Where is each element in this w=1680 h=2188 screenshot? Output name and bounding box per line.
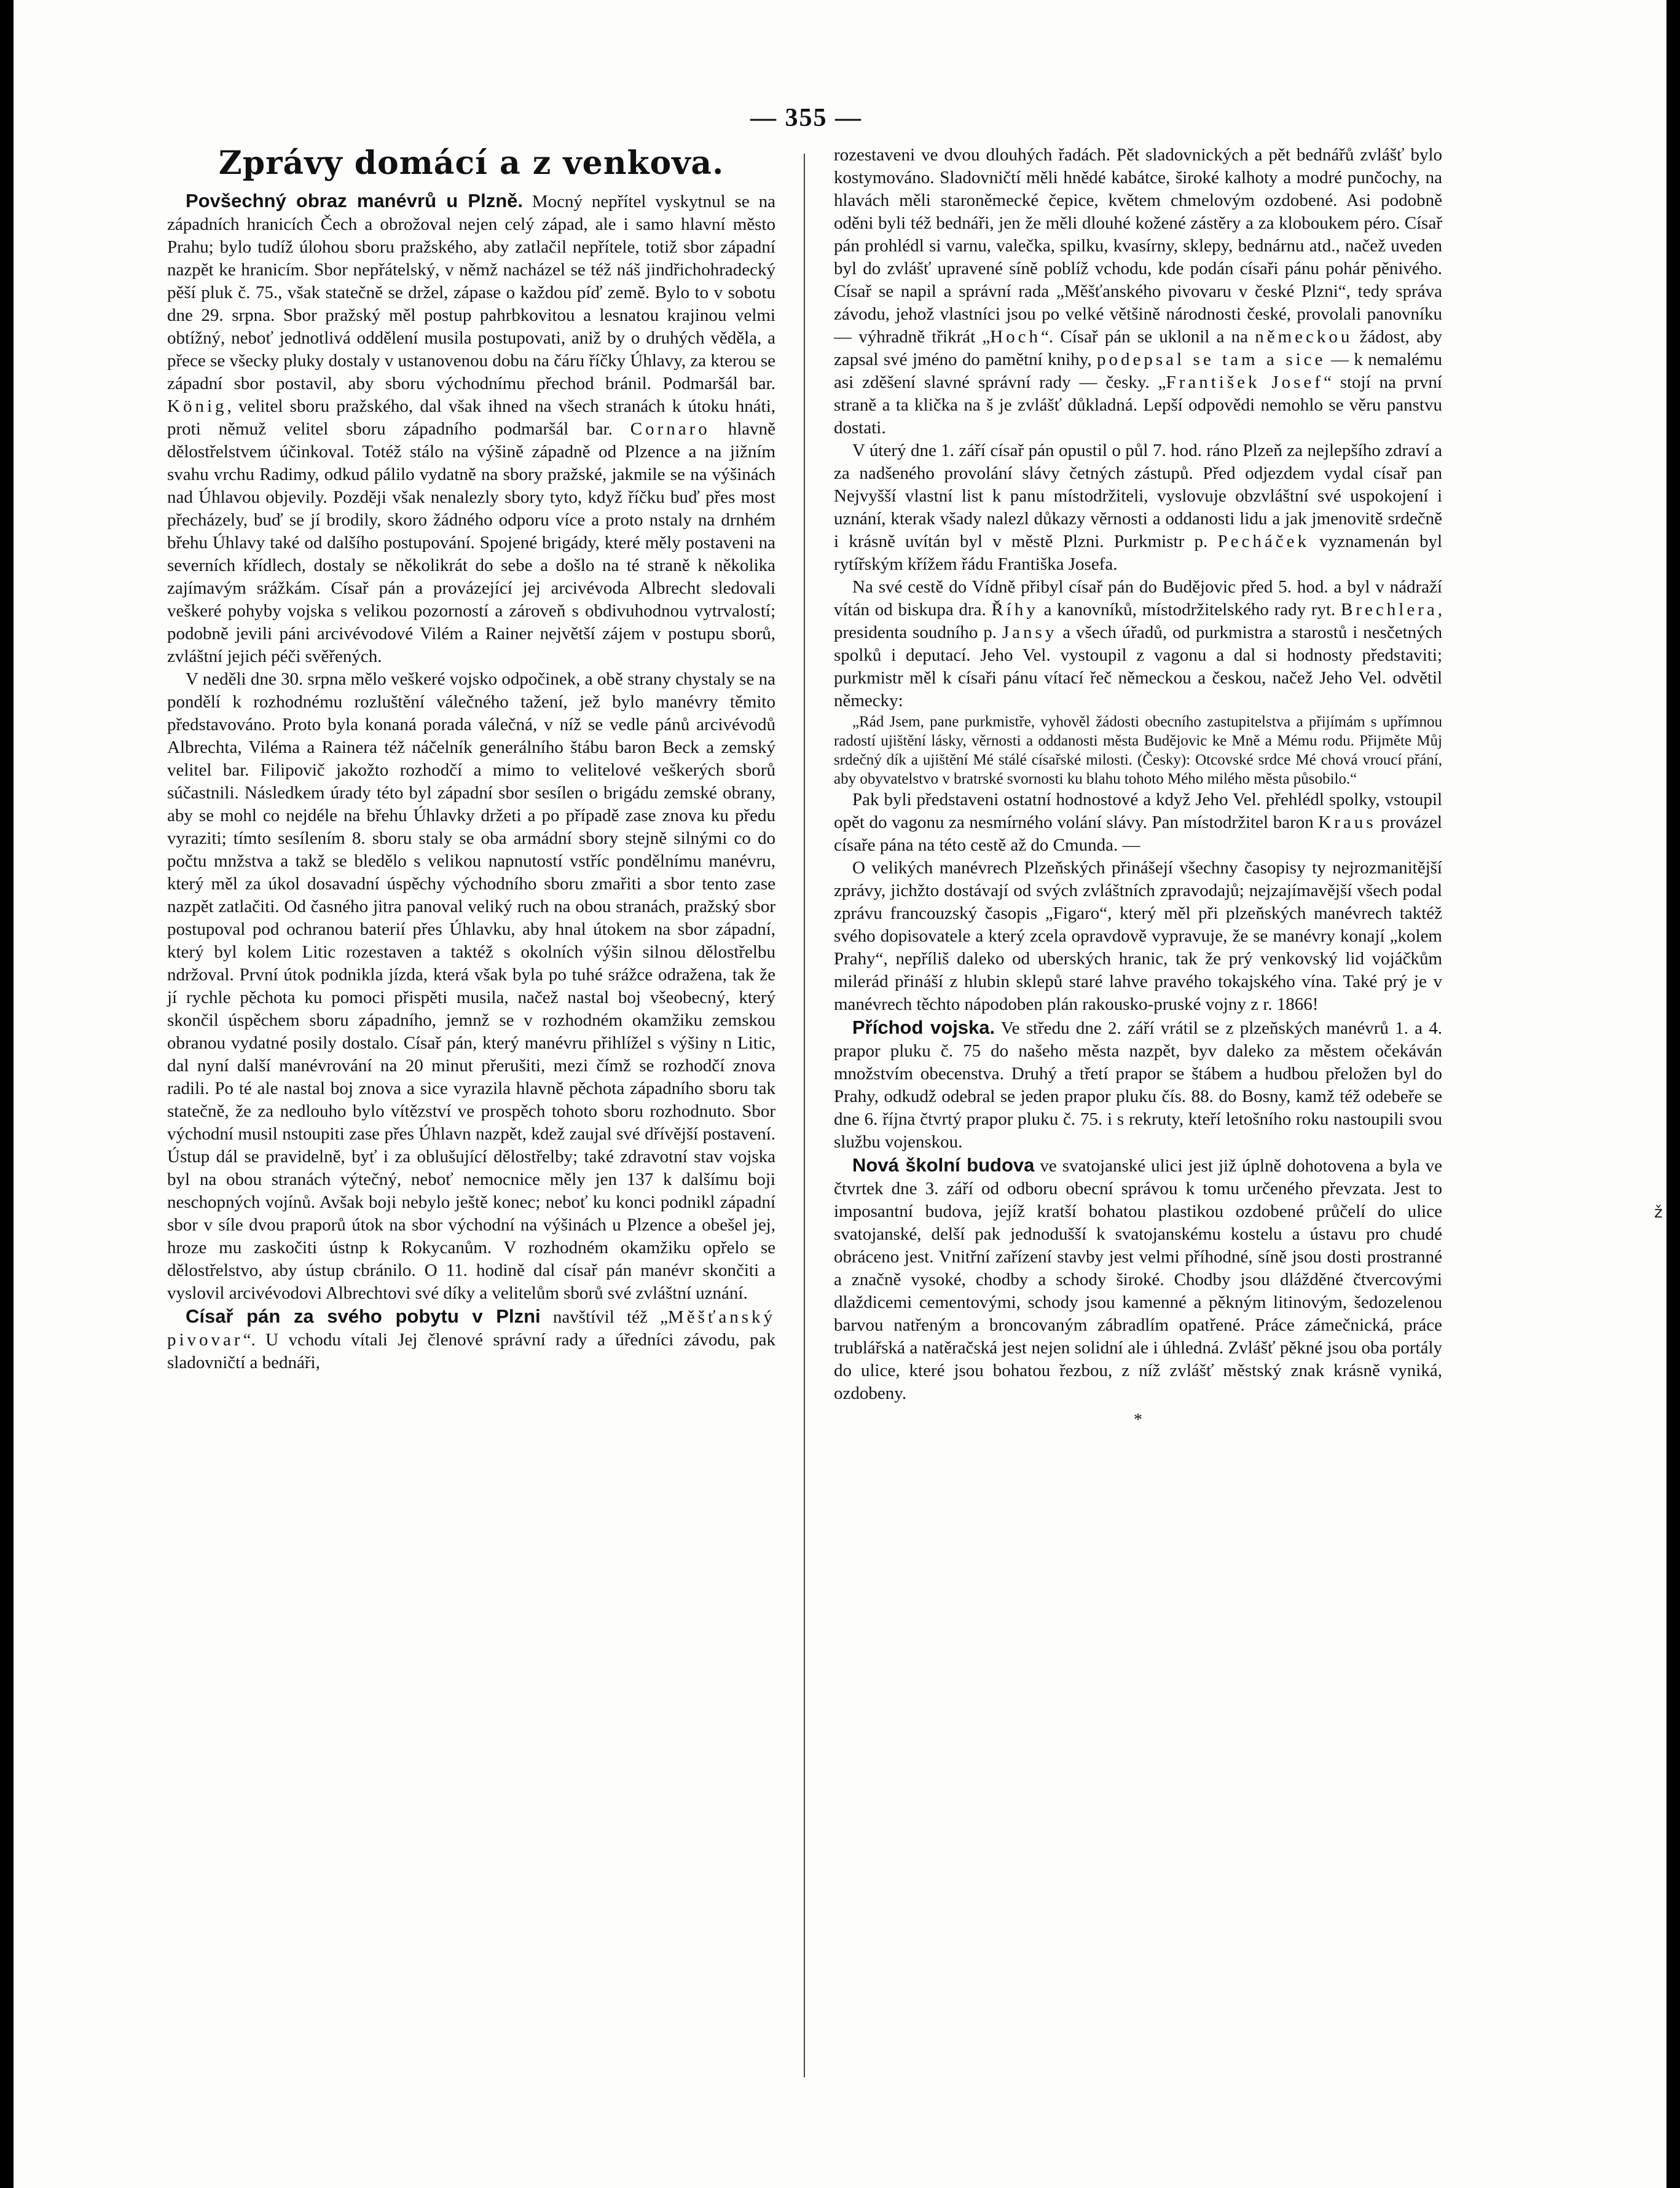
section-title: Zprávy domácí a z venkova. bbox=[218, 144, 724, 182]
right-column bbox=[834, 144, 1442, 1431]
article-budejovice-cont: Pak byli představeni ostatní hodnostové a když Jeho Vel. přehlédl spolky, vstoupil opět do vagonu za nesmírného volání slávy. Pan místodržitel baron Kraus provázel císaře pána na této cestě až do Cmunda. — bbox=[834, 790, 1442, 855]
headline-pivovar: Císař pán za svého pobytu v Plzni bbox=[186, 1305, 541, 1327]
article-budejovice: Na své cestě do Vídně přibyl císař pán do Budějovic před 5. hod. a byl v nádraží vítán od biskupa dra. Říhy a kanovníků, místodržitelského rady ryt. Brechlera, presidenta soudního p. Jansy a všech úřadů, od purkmistra a starostů i nesčetných spolků i deputací. Jeho Vel. vystoupil z vagonu a dal si hodnosty představiti; purkmistr měl k císaři pánu vítací řeč německou a českou, načež Jeho Vel. odvětil německy: bbox=[834, 577, 1443, 710]
article-pivovar: Císař pán za svého pobytu v Plzni navštívil též „Měšťanský pivovar“. U vchodu vítali Jej členové správní rady a úředníci závodu, pak sladovničtí a bednáři, bbox=[167, 1305, 775, 1372]
newspaper-page bbox=[14, 0, 1666, 2188]
article-pivovar-cont: rozestaveni ve dvou dlouhých řadách. Pět sladovnických a pět bednářů zvlášť bylo kostymováno. Sladovničtí měli hnědé kabátce, široké kalhoty a modré punčochy, na hlavách měli staroněmecké čepice, květem chmelovým ozdobené. Asi podobně oděni byli též bednáři, jen že měli dlouhé kožené zástěry a za kloboukem péro. Císař pán prohlédl si varnu, valečka, spilku, kvasírny, sklepy, bednárnu atd., načež uveden byl do zvlášť upravené síně poblíž vchodu, kde podán císaři pánu pohár pěnivého. Císař se napil a správní rada „Měšťanského pivovaru v české Plzni“, tedy správa závodu, jehož vlastníci jsou po velké většině národnosti české, provolali panovníku — výhradně třikrát „Hoch“. Císař pán se uklonil a na německou žádost, aby zapsal své jméno do pamětní knihy, podepsal se tam a sice — k nemalému asi zděšení slavné správní rady — česky. „František Josef“ stojí na první straně a ta klička na š je zvlášť důkladná. Lepší odpovědi nemohlo se věru panstvu dostati. bbox=[834, 145, 1442, 438]
emperor-quote: „Rád Jsem, pane purkmistře, vyhověl žádosti obecního zastupitelstva a přijímám s upřímnou radostí ujištění lásky, věrnosti a oddanosti města Budějovic ke Mně a Mému rodu. Přijměte Můj srdečný dík a ujištění Mé stálé císařské milosti. (Česky): Otcovské srdce Mé chová vroucí přání, aby obyvatelstvo v bratrské svornosti ku blahu tohoto Mého milého města působilo.“ bbox=[834, 714, 1442, 787]
left-column bbox=[167, 144, 775, 1374]
column-divider bbox=[804, 154, 805, 2077]
article-departure: V úterý dne 1. září císař pán opustil o půl 7. hod. ráno Plzeň za nejlepšího zdraví a za nadšeného provolání slávy četných zástupů. Před odjezdem vydal císař pan Nejvyšší vlastní list k panu místodržiteli, vyslovuje obzvláštní své uspokojení i uznání, kterak všady nalezl důkazy věrnosti a oddanosti lidu a jak jmenovitě srdečně i krásně uvítán byl v městě Plzni. Purkmistr p. Pecháček vyznamenán byl rytířským křížem řádu Františka Josefa. bbox=[834, 441, 1442, 574]
article-skola: Nová školní budova ve svatojanské ulici jest již úplně dohotovena a byla ve čtvrtek dne 3. září od odboru obecní správou k tomu určeného převzata. Jest to imposantní budova, jejíž kratší bohatou plastikou ozdobené průčelí do ulice svatojanské, delší pak jednodušší k svatojanskému kostelu a ústavu pro chudé obráceno jest. Vnitřní zařízení stavby jest velmi příhodné, síně jsou dosti prostranné a značně vysoké, chodby a schody široké. Chodby jsou dlážděné čtvercovými dlaždicemi cementovými, schody jsou kamenné a pěkným litinovým, šedozelenou barvou natřeným a broncovaným zábradlím opatřené. Práce zámečnická, práce trublářská a natěračská jest nejen solidní ale i úhledná. Zvlášť pěkné jsou oba portály do ulice, které jsou bohatou řezbou, z níž zvlášť městský znak krásně vyniká, ozdobeny. bbox=[834, 1154, 1442, 1403]
end-asterisk: * bbox=[1134, 1411, 1142, 1430]
article-manevry-sunday: V neděli dne 30. srpna mělo veškeré vojsko odpočinek, a obě strany chystaly se na pondělí k rozhodnému rozluštění válečného tažení, jež bylo manévry těmito představováno. Proto byla konaná porada válečná, v níž se vedle pánů arcivévodů Albrechta, Viléma a Rainera též náčelník generálního štábu baron Beck a zemský velitel bar. Filipovič jakožto rozhodčí a mimo to velitelové veškerých sborů súčastnili. Následkem úrady této byl západní sbor sesílen o brigádu zemské obrany, aby se mohl co nejdéle na břehu Úhlavky držeti a po případě zase znova ku předu vyraziti; tímto sesílením 8. sboru staly se oba armádní sbory stejně silnými co do počtu mnžstva a takž se bledělo s velikou napnutostí vstříc pondělnímu manévru, který měl za úkol dosavadní úspěchy východního sboru zmařiti a sbor tento zase nazpět zatlačiti. Od časného jitra panoval veliký ruch na obou stranách, pražský sbor postupoval pod ochranou baterií přes Úhlavku, aby hnal útokem na sbor západní, který byl kolem Litic rozestaven a taktéž s okolních výšin silnou dělostřelbu ndržoval. První útok podnikla jízda, která však byla po tuhé srážce odražena, tak že jí rychle pěchota ku pomoci přispěti musila, načež nastal boj všeobecný, který skončil úspěchem sboru západního, jemnž se v rozhodném okamžiku zemskou obranou vydatné posily dostalo. Císař pán, který manévru přihlížel s výšiny n Litic, dal nyní další manévrování na 20 minut přerušiti, mezi čímž se rozhodčí znova radili. Po té ale nastal boj znova a sice vyrazila hlavně pěchota západního sboru tak statečně, že za nedlouho bylo vítězství ve prospěch tohoto sboru rozhodnuto. Sbor východní musil nstoupiti zase přes Úhlavn nazpět, kdež zaujal své dřívější postavení. Ústup dál se pravidelně, byť i za oblušující dělostřelby; také zdravotní stav vojska byl na obou stranách výtečný, neboť nemocnice měly jen 137 k dalšímu boji neschopných vojínů. Avšak boji nebylo ještě konec; neboť ku konci podnikl západní sbor v síle dvou praporů útok na sbor východní na výšinách u Plzence a obešel jej, hroze mu zaskočiti ústnp k Rokycanům. V rozhodném okamžiku opřelo se dělostřelstvo, aby ústup cbránilo. O 11. hodině dal císař pán manévr skončiti a vyslovil arcivévodovi Albrechtovi své díky a velitelům sborů své zvláštní uznání. bbox=[167, 669, 775, 1303]
article-figaro: O velikých manévrech Plzeňských přinášejí všechny časopisy ty nejrozmanitější zprávy, jichžto dostávají od svých zvláštních zpravodajů; nejzajímavější všech podal zprávu francouzský časopis „Figaro“, který měl při plzeňských manévrech taktéž svého dopisovatele a který zcela opravdově vypravuje, že se manévry konají „kolem Prahy“, nepříliš daleko od uberských hranic, tak že prý venkovský lid vojáčkům milerád přináší z hlubin sklepů staré lahve pravého tokajského vína. Také prý je v manévrech těchto nápodoben plán rakousko-pruské vojny z r. 1866! bbox=[834, 858, 1442, 1014]
article-manevry: Povšechný obraz manévrů u Plzně. Mocný nepřítel vyskytnul se na západních hranicích Čech a obrožoval nejen celý západ, ale i samo hlavní město Prahu; bylo tudíž úlohou sboru pražského, aby zatlačil nepřítele, totiž sbor západní nazpět ke hranicím. Sbor nepřátelský, v němž nacházel se též náš jindřichohradecký pěší pluk č. 75., však statečně se držel, zápase o každou píď země. Bylo to v sobotu dne 29. srpna. Sbor pražský měl postup pahrbkovitou a lesnatou krajinou velmi obtížný, neboť jednotlivá oddělení musila postupovati, aniž by o druhých věděla, a přece se všecky pluky dostaly v ustanovenou dobu na čáru říčky Úhlavy, za kterou se západní sbor postavil, aby sboru východnímu přechod bránil. Podmaršál bar. König, velitel sboru pražského, dal však ihned na všech stranách k útoku hnáti, proti němuž velitel sboru západního podmaršál bar. Cornaro hlavně dělostřelstvem účinkoval. Totéž stálo na výšině západně od Plzence a na jižním svahu vrchu Radimy, odkud pálilo vydatně na sbory pražské, jakmile se na výšinách nad Úhlavou objevily. Později však nenalezly sbory tyto, když říčku buď přes most přecházely, buď se jí brodily, skoro žádného odporu více a proto nstaly na drnhém břehu Úhlavy také od dalšího postupování. Spojené brigády, které měly postaveni na severních křídlech, dostaly se několikrát do sebe a došlo na té straně k několika zajímavým srážkám. Císař pán a provázející jej arcivévoda Albrecht sledovali veškeré pohyby vojska s velikou pozorností a zároveň s obdivuhodnou vytrvalostí; podobně jevili páni arcivévodové Vilém a Rainer největší zájem v postupu sborů, zvláštní jejich péči svěřených. bbox=[167, 190, 775, 666]
page-number: — 355 — bbox=[750, 104, 862, 132]
article-prichod: Příchod vojska. Ve středu dne 2. září vrátil se z plzeňských manévrů 1. a 4. prapor pluku č. 75 do našeho města nazpět, byv daleko za městem očekáván množstvím obecenstva. Druhý a třetí prapor se štábem a hudbou přeložen byl do Prahy, odkudž odebral se jeden prapor pluku čís. 88. do Bosny, kamž též odebeře se dne 6. října čtvrtý prapor pluku č. 75. i s rekruty, kteří letošního roku nastoupili svou službu vojenskou. bbox=[834, 1017, 1443, 1152]
margin-mark: ž bbox=[1654, 1203, 1663, 1222]
headline-manevry: Povšechný obraz manévrů u Plzně. bbox=[186, 190, 524, 211]
headline-prichod: Příchod vojska. bbox=[852, 1017, 995, 1038]
headline-skola: Nová školní budova bbox=[852, 1154, 1035, 1176]
